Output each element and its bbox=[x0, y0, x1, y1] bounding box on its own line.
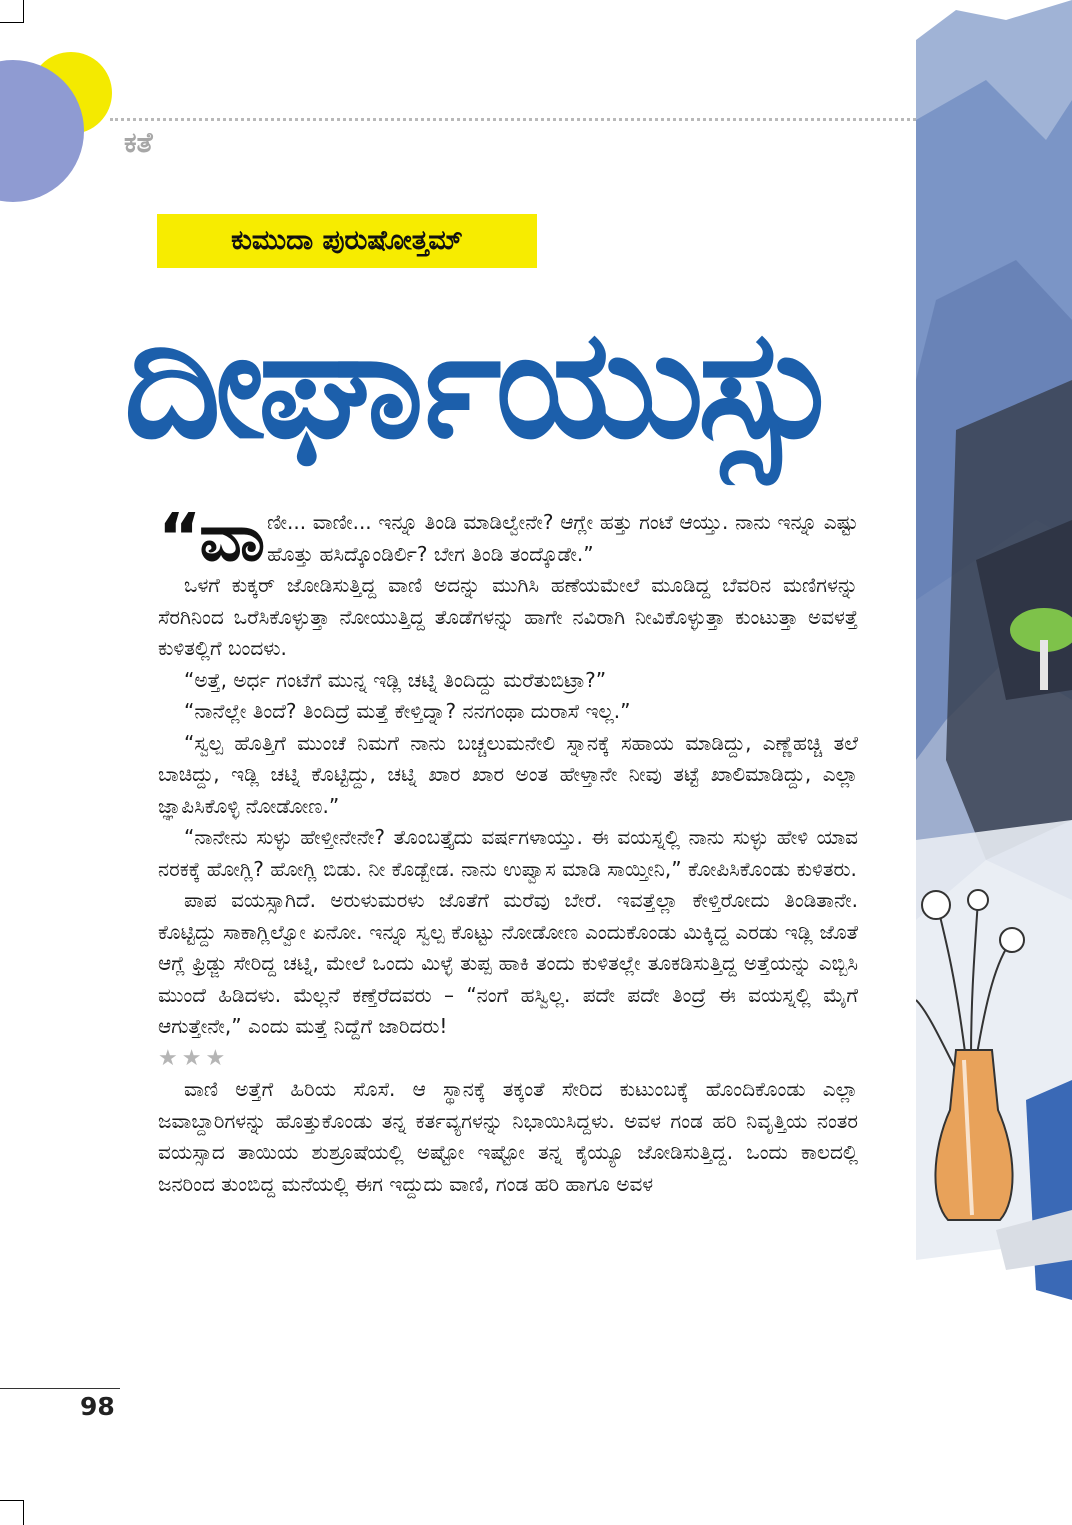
author-name-box bbox=[157, 214, 537, 268]
crop-mark-top-left bbox=[23, 0, 24, 22]
page-number: 98 bbox=[80, 1392, 115, 1421]
section-separator: ★★★ bbox=[158, 1045, 230, 1071]
story-title: ದೀರ್ಘಾಯುಸ್ಸು bbox=[124, 298, 834, 472]
story-paragraph: “ಸ್ವಲ್ಪ ಹೊತ್ತಿಗೆ ಮುಂಚೆ ನಿಮಗೆ ನಾನು ಬಚ್ಚಲುಮನೇಲಿ ಸ್ನಾನಕ್ಕೆ ಸಹಾಯ ಮಾಡಿದ್ದು, ಎಣ್ಣೆಹಚ್ಚಿ ತಲೆ ಬಾಚಿದ್ದು, ಇಡ್ಲಿ ಚಟ್ನಿ ಕೊಟ್ಟಿದ್ದು, ಚಟ್ನಿ ಖಾರ ಖಾರ ಅಂತ ಹೇಳ್ತಾನೇ ನೀವು ತಟ್ಟೆ ಖಾಲಿಮಾಡಿದ್ದು, ಎಲ್ಲಾ ಜ್ಞಾಪಿಸಿಕೊಳ್ಳಿ ನೋಡೋಣ.” bbox=[158, 730, 858, 818]
paragraph-text: ಣೀ... ವಾಣೀ... ಇನ್ನೂ ತಿಂಡಿ ಮಾಡಿಲ್ವೇನೇ? ಆಗ್ಲೇ ಹತ್ತು ಗಂಟೆ ಆಯ್ತು. ನಾನು ಇನ್ನೂ ಎಷ್ಟು ಹೊತ್ತು ಹಸಿದ್ಕೊಂಡಿರ್ಲಿ? ಬೇಗ ತಿಂಡಿ ತಂದ್ಕೊಡೇ.” bbox=[267, 510, 858, 566]
crop-mark-bottom-left-h bbox=[0, 1500, 24, 1501]
section-label: ಕತೆ bbox=[124, 126, 153, 159]
crop-mark-bottom-left bbox=[23, 1500, 24, 1525]
crop-mark-top-left-h bbox=[0, 22, 24, 23]
story-paragraph: “ಅತ್ತೆ, ಅರ್ಧ ಗಂಟೆಗೆ ಮುನ್ನ ಇಡ್ಲಿ ಚಟ್ನಿ ತಿಂದಿದ್ದು ಮರೆತುಬಿಟ್ರಾ?” bbox=[184, 667, 607, 692]
story-paragraph: “ನಾನೇನು ಸುಳ್ಳು ಹೇಳ್ತೀನೇನೇ? ತೊಂಬತ್ತೈದು ವರ್ಷಗಳಾಯ್ತು. ಈ ವಯಸ್ನಲ್ಲಿ ನಾನು ಸುಳ್ಳು ಹೇಳಿ ಯಾವ ನರಕಕ್ಕೆ ಹೋಗ್ಲಿ? ಹೋಗ್ಲಿ ಬಿಡು. ನೀ ಕೊಡ್ಬೇಡ. ನಾನು ಉಪ್ವಾಸ ಮಾಡಿ ಸಾಯ್ತೀನಿ,” ಕೋಪಿಸಿಕೊಂಡು ಕುಳಿತರು. bbox=[158, 825, 858, 881]
illustration-artwork bbox=[916, 0, 1072, 1525]
story-illustration bbox=[916, 0, 1072, 1525]
story-paragraph: “ನಾನೆಲ್ಲೇ ತಿಂದೆ? ತಿಂದಿದ್ರೆ ಮತ್ತೆ ಕೇಳ್ತಿದ್ನಾ? ನನಗಂಥಾ ದುರಾಸೆ ಇಲ್ಲ.” bbox=[184, 699, 631, 723]
header-dotted-rule bbox=[110, 118, 916, 121]
page-number-rule bbox=[0, 1388, 120, 1389]
author-name: ಕುಮುದಾ ಪುರುಷೋತ್ತಮ್ bbox=[231, 225, 463, 256]
story-paragraph: ಒಳಗೆ ಕುಕ್ಕರ್ ಜೋಡಿಸುತ್ತಿದ್ದ ವಾಣಿ ಅದನ್ನು ಮುಗಿಸಿ ಹಣೆಯಮೇಲೆ ಮೂಡಿದ್ದ ಬೆವರಿನ ಮಣಿಗಳನ್ನು ಸೆರಗಿನಿಂದ ಒರೆಸಿಕೊಳ್ಳುತ್ತಾ ನೋಯುತ್ತಿದ್ದ ತೊಡೆಗಳನ್ನು ಹಾಗೇ ನವಿರಾಗಿ ನೀವಿಕೊಳ್ಳುತ್ತಾ ಕುಂಟುತ್ತಾ ಅವಳತ್ತೆ ಕುಳಿತಲ್ಲಿಗೆ ಬಂದಳು. bbox=[158, 573, 858, 660]
story-paragraph: ವಾಣಿ ಅತ್ತೆಗೆ ಹಿರಿಯ ಸೊಸೆ. ಆ ಸ್ಥಾನಕ್ಕೆ ತಕ್ಕಂತೆ ಸೇರಿದ ಕುಟುಂಬಕ್ಕೆ ಹೊಂದಿಕೊಂಡು ಎಲ್ಲಾ ಜವಾಬ್ದಾರಿಗಳನ್ನು ಹೊತ್ತುಕೊಂಡು ತನ್ನ ಕರ್ತವ್ಯಗಳನ್ನು ನಿಭಾಯಿಸಿದ್ದಳು. ಅವಳ ಗಂಡ ಹರಿ ನಿವೃತ್ತಿಯ ನಂತರ ವಯಸ್ಸಾದ ತಾಯಿಯ ಶುಶ್ರೂಷೆಯಲ್ಲಿ ಅಷ್ಟೋ ಇಷ್ಟೋ ತನ್ನ ಕೈಯ್ಯೂ ಜೋಡಿಸುತ್ತಿದ್ದ. ಒಂದು ಕಾಲದಲ್ಲಿ ಜನರಿಂದ ತುಂಬಿದ್ದ ಮನೆಯಲ್ಲಿ ಈಗ ಇದ್ದುದು ವಾಣಿ, ಗಂಡ ಹರಿ ಹಾಗೂ ಅವಳ bbox=[158, 1077, 858, 1196]
story-paragraph: ಪಾಪ ವಯಸ್ಸಾಗಿದೆ. ಅರುಳುಮರಳು ಜೊತೆಗೆ ಮರೆವು ಬೇರೆ. ಇವತ್ತೆಲ್ಲಾ ಕೇಳ್ತಿರೋದು ತಿಂಡಿತಾನೇ. ಕೊಟ್ಟಿದ್ದು ಸಾಕಾಗ್ಲಿಲ್ವೋ ಏನೋ. ಇನ್ನೂ ಸ್ವಲ್ಪ ಕೊಟ್ಟು ನೋಡೋಣ ಎಂದುಕೊಂಡು ಮಿಕ್ಕಿದ್ದ ಎರಡು ಇಡ್ಲಿ ಜೊತೆ ಆಗ್ಲೆ ಫ್ರಿಡ್ಜು ಸೇರಿದ್ದ ಚಟ್ನಿ, ಮೇಲೆ ಒಂದು ಮಿಳ್ಳೆ ತುಪ್ಪ ಹಾಕಿ ತಂದು ಕುಳಿತಲ್ಲೇ ತೂಕಡಿಸುತ್ತಿದ್ದ ಅತ್ತೆಯನ್ನು ಎಬ್ಬಿಸಿ ಮುಂದೆ ಹಿಡಿದಳು. ಮೆಲ್ಲನೆ ಕಣ್ತೆರೆದವರು – “ನಂಗೆ ಹಸ್ವಿಲ್ಲ. ಪದೇ ಪದೇ ತಿಂದ್ರೆ ಈ ವಯಸ್ನಲ್ಲಿ ಮೈಗೆ ಆಗುತ್ತೇನೇ,” ಎಂದು ಮತ್ತೆ ನಿದ್ದೆಗೆ ಜಾರಿದರು! bbox=[158, 888, 858, 1038]
story-body bbox=[158, 499, 858, 1200]
drop-cap: “ವಾ bbox=[158, 499, 264, 576]
story-paragraph bbox=[158, 499, 858, 576]
